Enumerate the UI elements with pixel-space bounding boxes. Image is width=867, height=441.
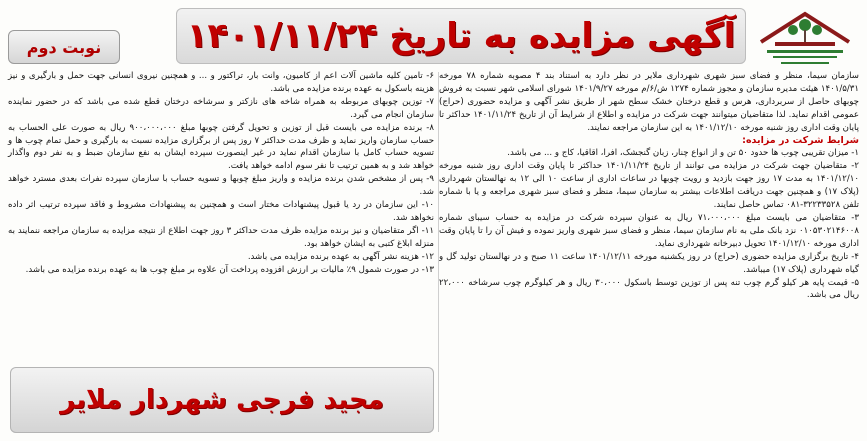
condition-item: ۳- متقاضیان می بایست مبلغ ۷۱،۰۰۰،۰۰۰ ریال به عنوان سپرده شرکت در مزایده به حساب سیبای شماره ۰۱۰۵۳۰۲۱۴۶۰۰۸ نزد بانک ملی به نام سازمان سیما، منظر و فضای سبز شهری واریز نموده و فیش آن را تا پایان وقت اداری مورخه ۱۴۰۱/۱۲/۱۰ تحویل دبیرخانه شهرداری نماید. bbox=[439, 212, 859, 249]
condition-item: ۱۲- هزینه نشر آگهی به عهده برنده مزایده می باشد. bbox=[247, 251, 434, 262]
condition-item: ۷- توزین چوبهای مربوطه به همراه شاخه های نازکتر و سرشاخه درختان قطع شده می باشد که در حضور نماینده سازمان انجام می گیرد. bbox=[8, 96, 434, 120]
title-banner bbox=[176, 8, 746, 64]
signature-banner bbox=[10, 367, 434, 433]
condition-item: ۱۱- اگر متقاضیان و نیز برنده مزایده ظرف مدت حداکثر ۳ روز جهت اطلاع از نتیجه مزایده به سازمان مراجعه ننمایند به منزله ابلاغ کتبی به ایشان خواهد بود. bbox=[8, 225, 434, 249]
condition-item: ۶- تامین کلیه ماشین آلات اعم از کامیون، وانت بار، تراکتور و ... و همچنین نیروی انسانی جهت حمل و بارگیری و نیز هزینه باسکول به عهده برنده مزایده می باشد. bbox=[8, 71, 434, 94]
condition-item: ۱- میزان تقریبی چوب ها حدود ۵۰ تن و از انواع چنار، زبان گنجشک، افرا، اقاقیا، کاج و ... می باشد. bbox=[507, 148, 859, 159]
condition-item: ۱۰- این سازمان در رد یا قبول پیشنهادات مختار است و همچنین به پیشنهادات مشروط و فاقد سپرده ترتیب اثر داده نخواهد شد. bbox=[8, 200, 434, 223]
conditions-heading: شرایط شرکت در مزایده: bbox=[742, 134, 859, 146]
organization-logo-icon bbox=[753, 8, 857, 72]
left-column bbox=[8, 70, 434, 277]
right-column bbox=[439, 70, 859, 302]
condition-item: ۲- متقاضیان جهت شرکت در مزایده می توانند از تاریخ ۱۴۰۱/۱۱/۲۴ حداکثر تا پایان وقت اداری روز شنبه مورخه ۱۴۰۱/۱۲/۱۰ به مدت ۱۷ روز جهت بازدید و رویت چوبها در ساعات اداری از ساعت ۱۰ الی ۱۲ به نهالستان شهرداری (پلاک ۱۷) و همچنین جهت دریافت اطلاعات بیشتر به سازمان سیما، منظر و فضای سبز شهری مراجعه و یا با شماره تلفن ۳۲۲۳۳۵۲۸-۰۸۱ تماس حاصل نمایند. bbox=[439, 161, 859, 211]
condition-item: ۸- برنده مزایده می بایست قبل از توزین و تحویل گرفتن چوبها مبلغ ۹۰۰،۰۰۰،۰۰۰ ریال به صورت علی الحساب به حساب سازمان واریز نماید و ظرف مدت حداکثر ۷ روز پس از برگزاری مزایده نسبت به بارگیری و حمل تمام چوب ها و تسویه حساب کامل با سازمان اقدام نماید در غیر اینصورت سپرده ایشان به نفع سازمان ضبط و به نفر دوم واگذار خواهد شد و به همین ترتیب تا نفر سوم ادامه خواهد یافت. bbox=[8, 122, 435, 172]
column-divider bbox=[438, 72, 439, 432]
mayor-signature: مجید فرجی شهردار ملایر bbox=[60, 385, 384, 415]
intro-paragraph: سازمان سیما، منظر و فضای سبز شهری شهرداری ملایر در نظر دارد به استناد بند ۴ مصوبه شماره ۷۸ مورخه ۱۴۰۱/۵/۳۱ هیئت مدیره سازمان و مجوز شماره ۱۲۷۴ ش/۶/م مورخه ۱۴۰۱/۹/۲۷ شورای اسلامی شهر نسبت به فروش چوبهای حاصل از سربرداری، هرس و قطع درختان خشک سطح شهر از طریق نشر آگهی و مزایده حضوری (حراج) عمومی اقدام نماید. لذا متقاضیان میتوانند جهت شرکت در مزایده و اطلاع از شرایط آن از تاریخ ۱۴۰۱/۱۱/۲۴ حداکثر تا پایان وقت اداری روز شنبه مورخه ۱۴۰۱/۱۲/۱۰ به این سازمان مراجعه نمایند. bbox=[439, 71, 859, 133]
condition-item: ۴- تاریخ برگزاری مزایده حضوری (حراج) در روز یکشنبه مورخه ۱۴۰۱/۱۲/۱۱ ساعت ۱۱ صبح و در نهالستان تولید گل و گیاه شهرداری (پلاک ۱۷) میباشد. bbox=[439, 251, 859, 275]
condition-item: ۱۳- در صورت شمول ۹٪ مالیات بر ارزش افزوده پرداخت آن علاوه بر مبلغ چوب ها به عهده برنده مزایده می باشد. bbox=[25, 264, 434, 275]
condition-item: ۵- قیمت پایه هر کیلو گرم چوب تنه پس از توزین توسط باسکول ۳۰،۰۰۰ ریال و هر کیلوگرم چوب سرشاخه ۲۲،۰۰۰ ریال می باشد. bbox=[439, 277, 859, 301]
round-badge: نوبت دوم bbox=[8, 30, 120, 64]
condition-item: ۹- پس از مشخص شدن برنده مزایده و واریز مبلغ چوبها و تسویه حساب با سازمان سپرده نفرات بعدی مسترد خواهد شد. bbox=[8, 174, 434, 198]
page-title: آگهی مزایده به تاریخ ۱۴۰۱/۱۱/۲۴ bbox=[186, 16, 736, 56]
